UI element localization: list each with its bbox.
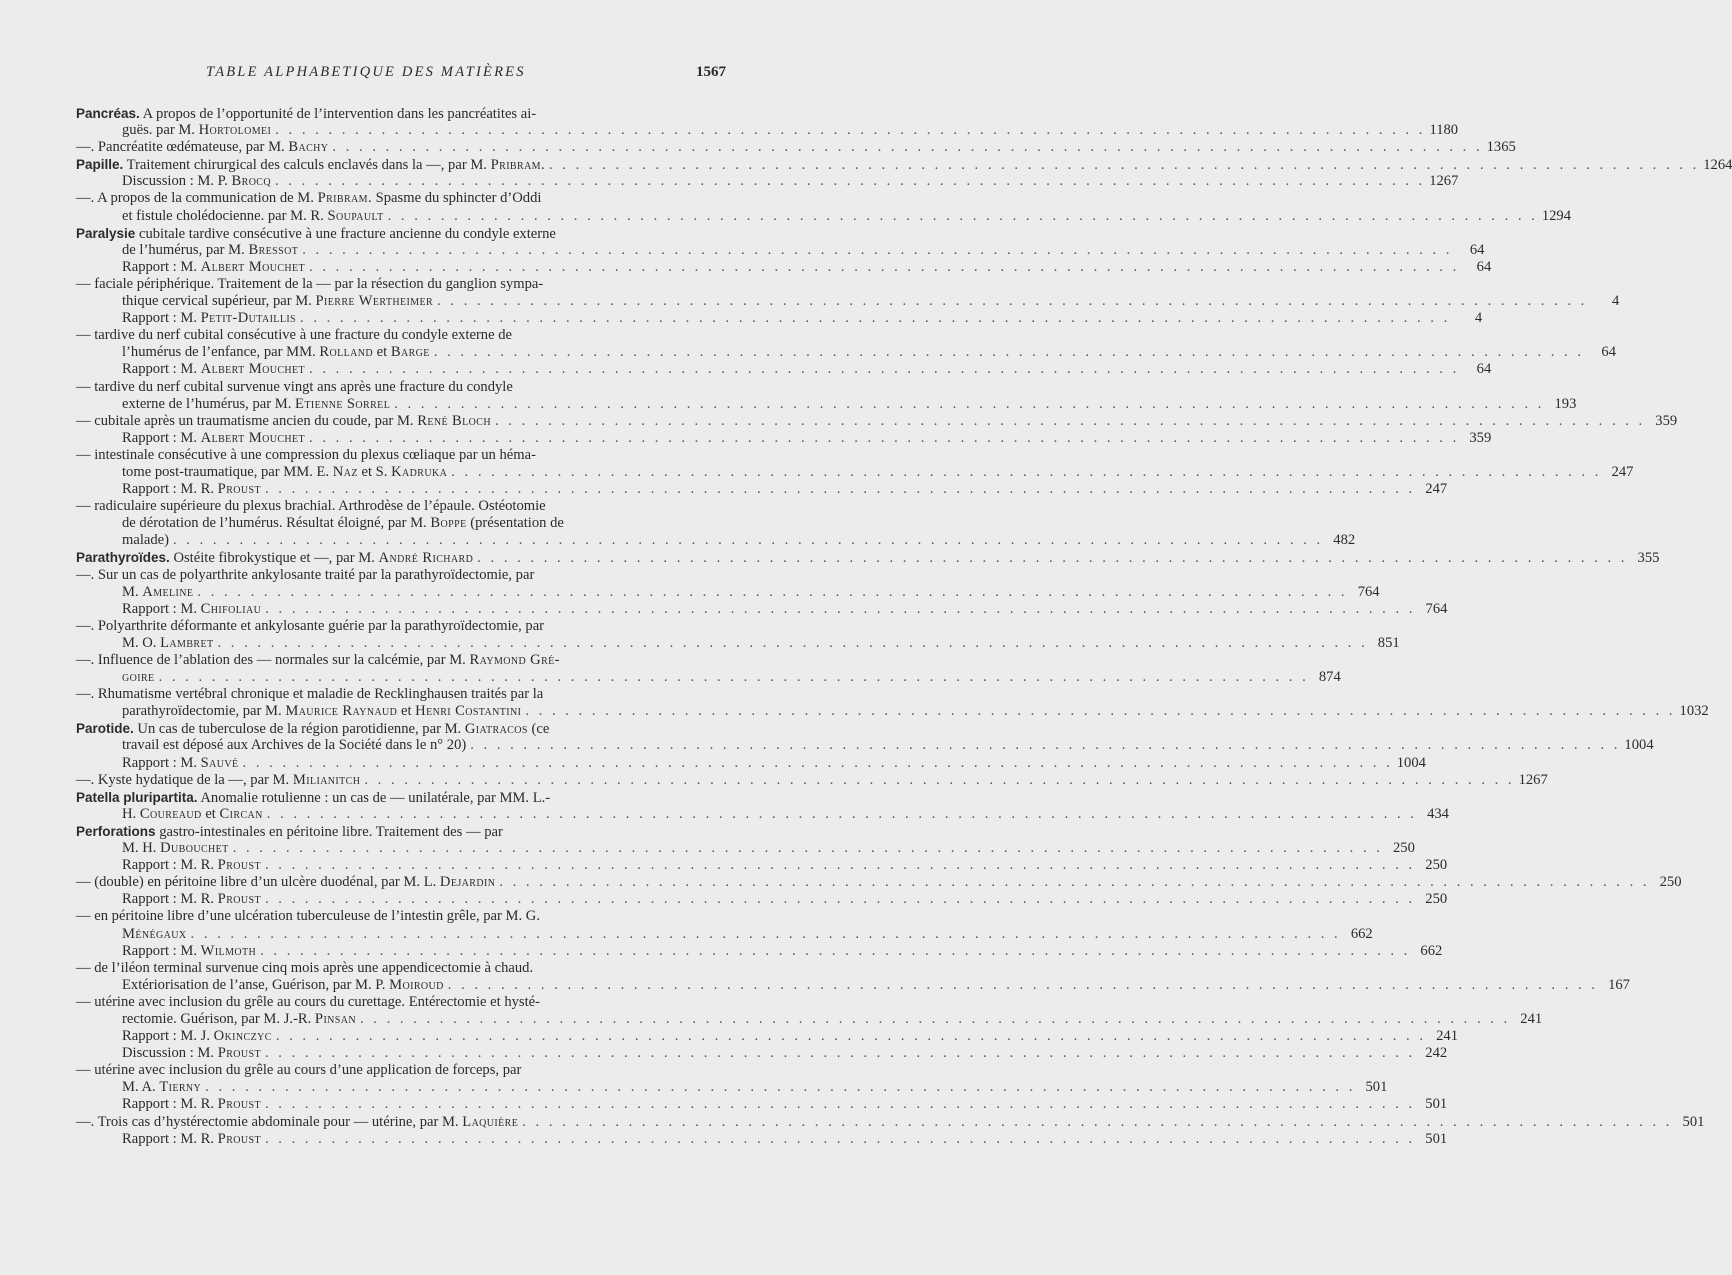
entry-text: M. Ameline: [122, 583, 194, 600]
entry-text: travail est déposé aux Archives de la Société dans le n° 20): [122, 737, 467, 754]
dot-leader: . . . . . . . . . . . . . . . . . . . . . . . . . . . . . . . . . . . . . . . . . . . . . . . . . . . . . . . . . . . . . . . . . . . . . . . . . . . . . . . . . . . . . . .: [437, 293, 1588, 310]
index-heading-entry: [76, 720, 1654, 754]
index-line: [76, 994, 698, 1011]
dot-leader: . . . . . . . . . . . . . . . . . . . . . . . . . . . . . . . . . . . . . . . . . . . . . . . . . . . . . . . . . . . . . . . . . . . . . . . . . . . . . . . . . . . . . . .: [197, 583, 1348, 600]
entry-page-number: 64: [1476, 258, 1492, 275]
dot-leader: . . . . . . . . . . . . . . . . . . . . . . . . . . . . . . . . . . . . . . . . . . . . . . . . . . . . . . . . . . . . . . . . . . . . . . . . . . . . . . . . . . . . . . .: [265, 1045, 1416, 1062]
dot-leader: . . . . . . . . . . . . . . . . . . . . . . . . . . . . . . . . . . . . . . . . . . . . . . . . . . . . . . . . . . . . . . . . . . . . . . . . . . . . . . . . . . . . . . .: [275, 122, 1426, 139]
index-heading-entry: [76, 225, 1485, 259]
entry-page-number: 359: [1469, 429, 1492, 446]
entry-text: —. Polyarthrite déformante et ankylosante guérie par la parathyroïdectomie, par: [76, 617, 545, 634]
dot-leader: . . . . . . . . . . . . . . . . . . . . . . . . . . . . . . . . . . . . . . . . . . . . . . . . . . . . . . . . . . . . . . . . . . . . . . . . . . . . . . . . . . . . . . .: [364, 771, 1515, 788]
entry-page-number: 355: [1637, 550, 1660, 567]
index-line: [122, 600, 1448, 618]
index-line: [76, 703, 1709, 720]
entry-text: — radiculaire supérieure du plexus brachial. Arthrodèse de l’épaule. Ostéotomie: [76, 498, 546, 515]
entry-text: Rapport : M. Chifoliau: [122, 600, 262, 617]
index-sub-entry: [122, 429, 1492, 447]
dot-leader: . . . . . . . . . . . . . . . . . . . . . . . . . . . . . . . . . . . . . . . . . . . . . . . . . . . . . . . . . . . . . . . . . . . . . . . . . . . . . . . . . . . . . . .: [264, 857, 1416, 874]
index-line: [122, 258, 1492, 276]
index-entry: [76, 686, 1709, 720]
entry-page-number: 1264: [1703, 157, 1732, 174]
index-line: [76, 379, 698, 396]
index-line: [122, 429, 1492, 447]
entry-page-number: 247: [1611, 463, 1634, 480]
index-heading-entry: [76, 823, 1415, 857]
page-number: 1567: [696, 64, 726, 80]
entry-page-number: 1004: [1396, 754, 1426, 771]
index-sub-entry: [122, 1045, 1448, 1062]
entry-headword: Parotide.: [76, 721, 134, 737]
dot-leader: . . . . . . . . . . . . . . . . . . . . . . . . . . . . . . . . . . . . . . . . . . . . . . . . . . . . . . . . . . . . . . . . . . . . . . . . . . . . . . . . . . . . . . .: [260, 942, 1411, 959]
entry-page-number: 4: [1612, 293, 1620, 310]
index-line: [76, 874, 1682, 891]
index-line: [76, 686, 698, 703]
entry-page-number: 64: [1469, 241, 1485, 258]
index-line: [76, 139, 1516, 156]
index-line: [76, 737, 1654, 754]
index-line: [76, 908, 698, 925]
index-line: [76, 395, 1577, 413]
entry-page-number: 501: [1425, 1096, 1448, 1113]
index-sub-entry: [122, 173, 1459, 190]
entry-page-number: 167: [1608, 976, 1630, 993]
entry-text: Ménégaux: [122, 925, 187, 942]
index-entry: [76, 771, 1548, 789]
index-line: [122, 754, 1426, 772]
index-line: [76, 1079, 1388, 1096]
entry-page-number: 242: [1425, 1045, 1448, 1062]
index-line: [76, 823, 698, 840]
entry-text: M. O. Lambret: [122, 634, 214, 651]
index-sub-entry: [122, 1028, 1458, 1045]
index-line: [76, 327, 698, 344]
entry-text: Rapport : M. Albert Mouchet: [122, 361, 306, 378]
dot-leader: . . . . . . . . . . . . . . . . . . . . . . . . . . . . . . . . . . . . . . . . . . . . . . . . . . . . . . . . . . . . . . . . . . . . . . . . . . . . . . . . . . . . . . .: [332, 139, 1483, 156]
dot-leader: . . . . . . . . . . . . . . . . . . . . . . . . . . . . . . . . . . . . . . . . . . . . . . . . . . . . . . . . . . . . . . . . . . . . . . . . . . . . . . . . . . . . . . .: [232, 840, 1383, 857]
index-entry: [76, 378, 1577, 413]
dot-leader: . . . . . . . . . . . . . . . . . . . . . . . . . . . . . . . . . . . . . . . . . . . . . . . . . . . . . . . . . . . . . . . . . . . . . . . . . . . . . . . . . . . . . . .: [158, 669, 1309, 686]
index-line: [76, 122, 1459, 139]
dot-leader: . . . . . . . . . . . . . . . . . . . . . . . . . . . . . . . . . . . . . . . . . . . . . . . . . . . . . . . . . . . . . . . . . . . . . . . . . . . . . . . . . . . . . . .: [309, 429, 1460, 446]
index-line: [76, 225, 698, 242]
entry-text: de dérotation de l’humérus. Résultat éloigné, par M. Boppe (présentation de: [122, 515, 564, 532]
index-entry: [76, 959, 1630, 994]
index-entry: [76, 327, 1616, 361]
entry-page-number: 1004: [1624, 737, 1654, 754]
entry-text: —. A propos de la communication de M. Pribram. Spasme du sphincter d’Oddi: [76, 190, 542, 207]
index-entry: [76, 1062, 1388, 1096]
index-line: [76, 720, 698, 737]
index-sub-entry: [122, 361, 1492, 378]
index-sub-entry: [122, 258, 1492, 276]
index-entry: [76, 412, 1678, 430]
entry-text: guës. par M. Hortolomei: [122, 122, 272, 139]
entry-page-number: 662: [1350, 925, 1373, 942]
entry-text: —. Kyste hydatique de la —, par M. Milianitch: [76, 771, 361, 788]
dot-leader: . . . . . . . . . . . . . . . . . . . . . . . . . . . . . . . . . . . . . . . . . . . . . . . . . . . . . . . . . . . . . . . . . . . . . . . . . . . . . . . . . . . . . . .: [433, 344, 1584, 361]
entry-text: Perforations gastro-intestinales en péritoine libre. Traitement des — par: [76, 823, 503, 840]
entry-headword: Paralysie: [76, 225, 136, 241]
index-sub-entry: [122, 891, 1448, 908]
entry-page-number: 874: [1318, 669, 1341, 686]
index-sub-entry: [122, 310, 1483, 327]
index-line: [122, 891, 1448, 908]
entry-text: et fistule cholédocienne. par M. R. Soupault: [122, 207, 384, 224]
index-line: [122, 1028, 1458, 1045]
entry-headword: Perforations: [76, 823, 156, 839]
entry-text: — tardive du nerf cubital survenue vingt ans après une fracture du condyle: [76, 378, 513, 395]
index-line: [76, 1010, 1543, 1028]
entry-text: Discussion : M. P. Brocq: [122, 173, 272, 190]
entry-headword: Pancréas.: [76, 106, 140, 121]
index-line: [122, 1130, 1448, 1148]
index-entry: [76, 446, 1634, 481]
index-line: [76, 190, 698, 207]
index-line: [76, 669, 1341, 686]
index-line: [76, 293, 1620, 310]
index-line: [76, 276, 698, 293]
index-line: [76, 344, 1616, 361]
index-heading-entry: [76, 156, 1732, 174]
index-sub-entry: [122, 1096, 1448, 1113]
entry-text: Paralysie cubitale tardive consécutive à une fracture ancienne du condyle externe: [76, 225, 556, 242]
entry-text: Rapport : M. Albert Mouchet: [122, 258, 306, 275]
entry-text: — en péritoine libre d’une ulcération tuberculeuse de l’intestin grêle, par M. G.: [76, 908, 540, 925]
entry-text: Parathyroïdes. Ostéite fibrokystique et —, par M. André Richard: [76, 550, 474, 567]
index-line: [76, 463, 1634, 481]
index-line: [76, 1113, 1705, 1131]
index-heading-entry: [76, 789, 1449, 823]
entry-text: —. Trois cas d’hystérectomie abdominale pour — utérine, par M. Laquière: [76, 1113, 519, 1130]
index-line: [122, 173, 1459, 190]
index-line: [76, 771, 1548, 789]
entry-text: —. Sur un cas de polyarthrite ankylosante traité par la parathyroïdectomie, par: [76, 566, 535, 583]
entry-page-number: 193: [1554, 395, 1577, 412]
dot-leader: . . . . . . . . . . . . . . . . . . . . . . . . . . . . . . . . . . . . . . . . . . . . . . . . . . . . . . . . . . . . . . . . . . . . . . . . . . . . . . . . . . . . . . .: [309, 361, 1460, 378]
index-line: [76, 1062, 698, 1079]
entry-text: Rapport : M. J. Okinczyc: [122, 1028, 272, 1045]
entry-text: Rapport : M. Albert Mouchet: [122, 429, 306, 446]
dot-leader: . . . . . . . . . . . . . . . . . . . . . . . . . . . . . . . . . . . . . . . . . . . . . . . . . . . . . . . . . . . . . . . . . . . . . . . . . . . . . . . . . . . . . . .: [190, 925, 1341, 942]
index-sub-entry: [122, 857, 1448, 874]
dot-leader: . . . . . . . . . . . . . . . . . . . . . . . . . . . . . . . . . . . . . . . . . . . . . . . . . . . . . . . . . . . . . . . . . . . . . . . . . . . . . . . . . . . . . . .: [549, 157, 1700, 174]
index-line: [122, 857, 1448, 874]
index-entry: [76, 908, 1373, 942]
entry-page-number: 250: [1659, 874, 1682, 891]
index-heading-entry: [76, 105, 1459, 139]
entry-page-number: 241: [1520, 1010, 1543, 1027]
entry-text: Rapport : M. R. Proust: [122, 1130, 261, 1147]
entry-text: Extériorisation de l’anse, Guérison, par M. P. Moiroud: [122, 976, 444, 993]
entry-page-number: 250: [1425, 857, 1448, 874]
entry-text: — (double) en péritoine libre d’un ulcère duodénal, par M. L. Dejardin: [76, 874, 496, 891]
index-line: [76, 241, 1485, 259]
dot-leader: . . . . . . . . . . . . . . . . . . . . . . . . . . . . . . . . . . . . . . . . . . . . . . . . . . . . . . . . . . . . . . . . . . . . . . . . . . . . . . . . . . . . . . .: [242, 754, 1393, 771]
dot-leader: . . . . . . . . . . . . . . . . . . . . . . . . . . . . . . . . . . . . . . . . . . . . . . . . . . . . . . . . . . . . . . . . . . . . . . . . . . . . . . . . . . . . . . .: [266, 805, 1417, 822]
entry-text: — de l’iléon terminal survenue cinq mois après une appendicectomie à chaud.: [76, 959, 534, 976]
index-entry: [76, 566, 1380, 601]
entry-page-number: 247: [1425, 481, 1448, 498]
index-entry: [76, 993, 1543, 1028]
entry-page-number: 482: [1333, 532, 1356, 549]
entry-text: Rapport : M. Sauvé: [122, 754, 239, 771]
entry-text: M. A. Tierny: [122, 1079, 202, 1096]
entry-text: Rapport : M. R. Proust: [122, 891, 261, 908]
entry-text: — tardive du nerf cubital consécutive à une fracture du condyle externe de: [76, 327, 512, 344]
index-line: [122, 1096, 1448, 1113]
index-line: [76, 976, 1630, 994]
index-entry: [76, 498, 1356, 549]
entry-text: — utérine avec inclusion du grêle au cours du curettage. Entérectomie et hysté-: [76, 993, 540, 1010]
entry-page-number: 501: [1425, 1130, 1448, 1147]
entry-page-number: 501: [1682, 1113, 1705, 1130]
entry-headword: Patella pluripartita.: [76, 789, 198, 805]
dot-leader: . . . . . . . . . . . . . . . . . . . . . . . . . . . . . . . . . . . . . . . . . . . . . . . . . . . . . . . . . . . . . . . . . . . . . . . . . . . . . . . . . . . . . . .: [300, 310, 1451, 327]
entry-text: —. Rhumatisme vertébral chronique et maladie de Recklinghausen traités par la: [76, 686, 544, 703]
dot-leader: . . . . . . . . . . . . . . . . . . . . . . . . . . . . . . . . . . . . . . . . . . . . . . . . . . . . . . . . . . . . . . . . . . . . . . . . . . . . . . . . . . . . . . .: [275, 173, 1426, 190]
dot-leader: . . . . . . . . . . . . . . . . . . . . . . . . . . . . . . . . . . . . . . . . . . . . . . . . . . . . . . . . . . . . . . . . . . . . . . . . . . . . . . . . . . . . . . .: [495, 412, 1646, 429]
index-line: [76, 549, 1660, 567]
dot-leader: . . . . . . . . . . . . . . . . . . . . . . . . . . . . . . . . . . . . . . . . . . . . . . . . . . . . . . . . . . . . . . . . . . . . . . . . . . . . . . . . . . . . . . .: [302, 241, 1453, 258]
entry-text: — faciale périphérique. Traitement de la — par la résection du ganglion sympa-: [76, 275, 544, 292]
index-line: [76, 789, 698, 806]
entry-page-number: 501: [1365, 1079, 1388, 1096]
index-line: [122, 310, 1483, 327]
entry-page-number: 434: [1427, 805, 1449, 822]
index-line: [122, 481, 1448, 498]
entry-page-number: 764: [1425, 600, 1448, 617]
entry-text: malade): [122, 532, 169, 549]
index-sub-entry: [122, 600, 1448, 618]
entry-text: thique cervical supérieur, par M. Pierre Wertheimer: [122, 293, 434, 310]
dot-leader: . . . . . . . . . . . . . . . . . . . . . . . . . . . . . . . . . . . . . . . . . . . . . . . . . . . . . . . . . . . . . . . . . . . . . . . . . . . . . . . . . . . . . . .: [205, 1079, 1356, 1096]
index-entry: [76, 275, 1620, 310]
index-entry: [76, 874, 1682, 891]
index-entry: [76, 617, 1400, 652]
entry-text: l’humérus de l’enfance, par MM. Rolland et Barge: [122, 344, 430, 361]
entry-text: Papille. Traitement chirurgical des calculs enclavés dans la —, par M. Pribram.: [76, 157, 546, 174]
index-heading-entry: [76, 549, 1660, 567]
dot-leader: . . . . . . . . . . . . . . . . . . . . . . . . . . . . . . . . . . . . . . . . . . . . . . . . . . . . . . . . . . . . . . . . . . . . . . . . . . . . . . . . . . . . . . .: [387, 207, 1538, 224]
entry-page-number: 764: [1357, 583, 1380, 600]
index-entry: [76, 139, 1516, 156]
index-line: [76, 207, 1571, 225]
index-line: [76, 925, 1373, 943]
entry-text: —. Influence de l’ablation des — normales sur la calcémie, par M. Raymond Gré-: [76, 652, 560, 668]
entry-page-number: 1267: [1518, 771, 1548, 788]
entry-headword: Parathyroïdes.: [76, 550, 170, 566]
index-line: [76, 567, 698, 584]
entry-text: — utérine avec inclusion du grêle au cours d’une application de forceps, par: [76, 1062, 522, 1079]
dot-leader: . . . . . . . . . . . . . . . . . . . . . . . . . . . . . . . . . . . . . . . . . . . . . . . . . . . . . . . . . . . . . . . . . . . . . . . . . . . . . . . . . . . . . . .: [499, 874, 1650, 891]
entry-text: de l’humérus, par M. Bressot: [122, 241, 299, 258]
entry-text: parathyroïdectomie, par M. Maurice Raynaud et Henri Costantini: [122, 703, 522, 720]
dot-leader: . . . . . . . . . . . . . . . . . . . . . . . . . . . . . . . . . . . . . . . . . . . . . . . . . . . . . . . . . . . . . . . . . . . . . . . . . . . . . . . . . . . . . . .: [173, 532, 1324, 549]
subject-index: [76, 105, 1732, 1148]
entry-text: — cubitale après un traumatisme ancien du coude, par M. René Bloch: [76, 412, 491, 429]
entry-text: Pancréas. A propos de l’opportunité de l’intervention dans les pancréatites ai-: [76, 106, 537, 122]
dot-leader: . . . . . . . . . . . . . . . . . . . . . . . . . . . . . . . . . . . . . . . . . . . . . . . . . . . . . . . . . . . . . . . . . . . . . . . . . . . . . . . . . . . . . . .: [360, 1010, 1511, 1027]
entry-page-number: 250: [1425, 891, 1448, 908]
entry-text: — intestinale consécutive à une compression du plexus cœliaque par un héma-: [76, 446, 536, 463]
entry-text: Rapport : M. R. Proust: [122, 481, 261, 498]
entry-text: Rapport : M. R. Proust: [122, 1096, 261, 1113]
entry-page-number: 1032: [1679, 703, 1709, 720]
index-entry: [76, 190, 1571, 224]
running-title: TABLE ALPHABETIQUE DES MATIÈRES: [206, 64, 526, 80]
index-line: [76, 583, 1380, 601]
dot-leader: . . . . . . . . . . . . . . . . . . . . . . . . . . . . . . . . . . . . . . . . . . . . . . . . . . . . . . . . . . . . . . . . . . . . . . . . . . . . . . . . . . . . . . .: [309, 258, 1460, 275]
entry-text: rectomie. Guérison, par M. J.-R. Pinsan: [122, 1010, 356, 1027]
dot-leader: . . . . . . . . . . . . . . . . . . . . . . . . . . . . . . . . . . . . . . . . . . . . . . . . . . . . . . . . . . . . . . . . . . . . . . . . . . . . . . . . . . . . . . .: [451, 463, 1602, 480]
index-line: [76, 412, 1678, 430]
entry-text: Rapport : M. Wilmoth: [122, 942, 257, 959]
index-line: [76, 105, 698, 122]
running-header: [0, 64, 800, 86]
entry-text: Parotide. Un cas de tuberculose de la région parotidienne, par M. Giatracos (ce: [76, 721, 550, 738]
entry-text: —. Pancréatite œdémateuse, par M. Bachy: [76, 139, 329, 156]
entry-page-number: 1365: [1486, 139, 1516, 156]
dot-leader: . . . . . . . . . . . . . . . . . . . . . . . . . . . . . . . . . . . . . . . . . . . . . . . . . . . . . . . . . . . . . . . . . . . . . . . . . . . . . . . . . . . . . . .: [264, 891, 1416, 908]
entry-page-number: 4: [1474, 310, 1483, 327]
entry-text: H. Coureaud et Circan: [122, 805, 263, 822]
entry-text: Discussion : M. Proust: [122, 1045, 261, 1062]
dot-leader: . . . . . . . . . . . . . . . . . . . . . . . . . . . . . . . . . . . . . . . . . . . . . . . . . . . . . . . . . . . . . . . . . . . . . . . . . . . . . . . . . . . . . . .: [217, 634, 1368, 651]
dot-leader: . . . . . . . . . . . . . . . . . . . . . . . . . . . . . . . . . . . . . . . . . . . . . . . . . . . . . . . . . . . . . . . . . . . . . . . . . . . . . . . . . . . . . . .: [265, 600, 1416, 617]
entry-page-number: 241: [1436, 1028, 1458, 1045]
index-sub-entry: [122, 1130, 1448, 1148]
index-entry: [76, 1113, 1705, 1131]
entry-page-number: 662: [1420, 942, 1443, 959]
entry-page-number: 64: [1601, 344, 1616, 361]
entry-headword: Papille.: [76, 157, 124, 173]
index-line: [76, 652, 698, 669]
entry-page-number: 64: [1476, 361, 1492, 378]
index-line: [76, 532, 1356, 549]
index-sub-entry: [122, 481, 1448, 498]
entry-text: Rapport : M. Petit-Dutaillis: [122, 310, 297, 327]
index-line: [76, 634, 1400, 652]
index-line: [76, 515, 698, 532]
dot-leader: . . . . . . . . . . . . . . . . . . . . . . . . . . . . . . . . . . . . . . . . . . . . . . . . . . . . . . . . . . . . . . . . . . . . . . . . . . . . . . . . . . . . . . .: [525, 703, 1676, 720]
index-sub-entry: [122, 754, 1426, 772]
entry-page-number: 1294: [1541, 207, 1571, 224]
dot-leader: . . . . . . . . . . . . . . . . . . . . . . . . . . . . . . . . . . . . . . . . . . . . . . . . . . . . . . . . . . . . . . . . . . . . . . . . . . . . . . . . . . . . . . .: [264, 1130, 1416, 1147]
dot-leader: . . . . . . . . . . . . . . . . . . . . . . . . . . . . . . . . . . . . . . . . . . . . . . . . . . . . . . . . . . . . . . . . . . . . . . . . . . . . . . . . . . . . . . .: [447, 976, 1598, 993]
entry-page-number: 1267: [1429, 173, 1459, 190]
index-line: [122, 942, 1443, 960]
index-line: [76, 805, 1449, 823]
index-line: [76, 447, 698, 464]
index-line: [76, 156, 1732, 174]
entry-text: tome post-traumatique, par MM. E. Naz et S. Kadruka: [122, 463, 448, 480]
entry-text: externe de l’humérus, par M. Etienne Sorrel: [122, 395, 391, 412]
index-entry: [76, 652, 1341, 686]
index-line: [76, 498, 698, 515]
dot-leader: . . . . . . . . . . . . . . . . . . . . . . . . . . . . . . . . . . . . . . . . . . . . . . . . . . . . . . . . . . . . . . . . . . . . . . . . . . . . . . . . . . . . . . .: [394, 395, 1545, 412]
entry-text: M. H. Dubouchet: [122, 840, 229, 857]
index-line: [122, 1045, 1448, 1062]
dot-leader: . . . . . . . . . . . . . . . . . . . . . . . . . . . . . . . . . . . . . . . . . . . . . . . . . . . . . . . . . . . . . . . . . . . . . . . . . . . . . . . . . . . . . . .: [275, 1028, 1426, 1045]
entry-text: Patella pluripartita. Anomalie rotulienne : un cas de — unilatérale, par MM. L.-: [76, 789, 551, 806]
entry-text: goire: [122, 669, 155, 686]
index-line: [122, 361, 1492, 378]
index-sub-entry: [122, 942, 1443, 960]
entry-page-number: 250: [1393, 840, 1415, 857]
dot-leader: . . . . . . . . . . . . . . . . . . . . . . . . . . . . . . . . . . . . . . . . . . . . . . . . . . . . . . . . . . . . . . . . . . . . . . . . . . . . . . . . . . . . . . .: [477, 550, 1628, 567]
index-line: [76, 960, 698, 977]
entry-text: Rapport : M. R. Proust: [122, 857, 261, 874]
entry-page-number: 851: [1377, 634, 1400, 651]
index-line: [76, 618, 698, 635]
entry-page-number: 1180: [1429, 122, 1459, 139]
index-line: [76, 840, 1415, 857]
dot-leader: . . . . . . . . . . . . . . . . . . . . . . . . . . . . . . . . . . . . . . . . . . . . . . . . . . . . . . . . . . . . . . . . . . . . . . . . . . . . . . . . . . . . . . .: [470, 737, 1621, 754]
dot-leader: . . . . . . . . . . . . . . . . . . . . . . . . . . . . . . . . . . . . . . . . . . . . . . . . . . . . . . . . . . . . . . . . . . . . . . . . . . . . . . . . . . . . . . .: [522, 1113, 1673, 1130]
entry-page-number: 359: [1655, 412, 1678, 429]
dot-leader: . . . . . . . . . . . . . . . . . . . . . . . . . . . . . . . . . . . . . . . . . . . . . . . . . . . . . . . . . . . . . . . . . . . . . . . . . . . . . . . . . . . . . . .: [264, 481, 1416, 498]
dot-leader: . . . . . . . . . . . . . . . . . . . . . . . . . . . . . . . . . . . . . . . . . . . . . . . . . . . . . . . . . . . . . . . . . . . . . . . . . . . . . . . . . . . . . . .: [264, 1096, 1416, 1113]
